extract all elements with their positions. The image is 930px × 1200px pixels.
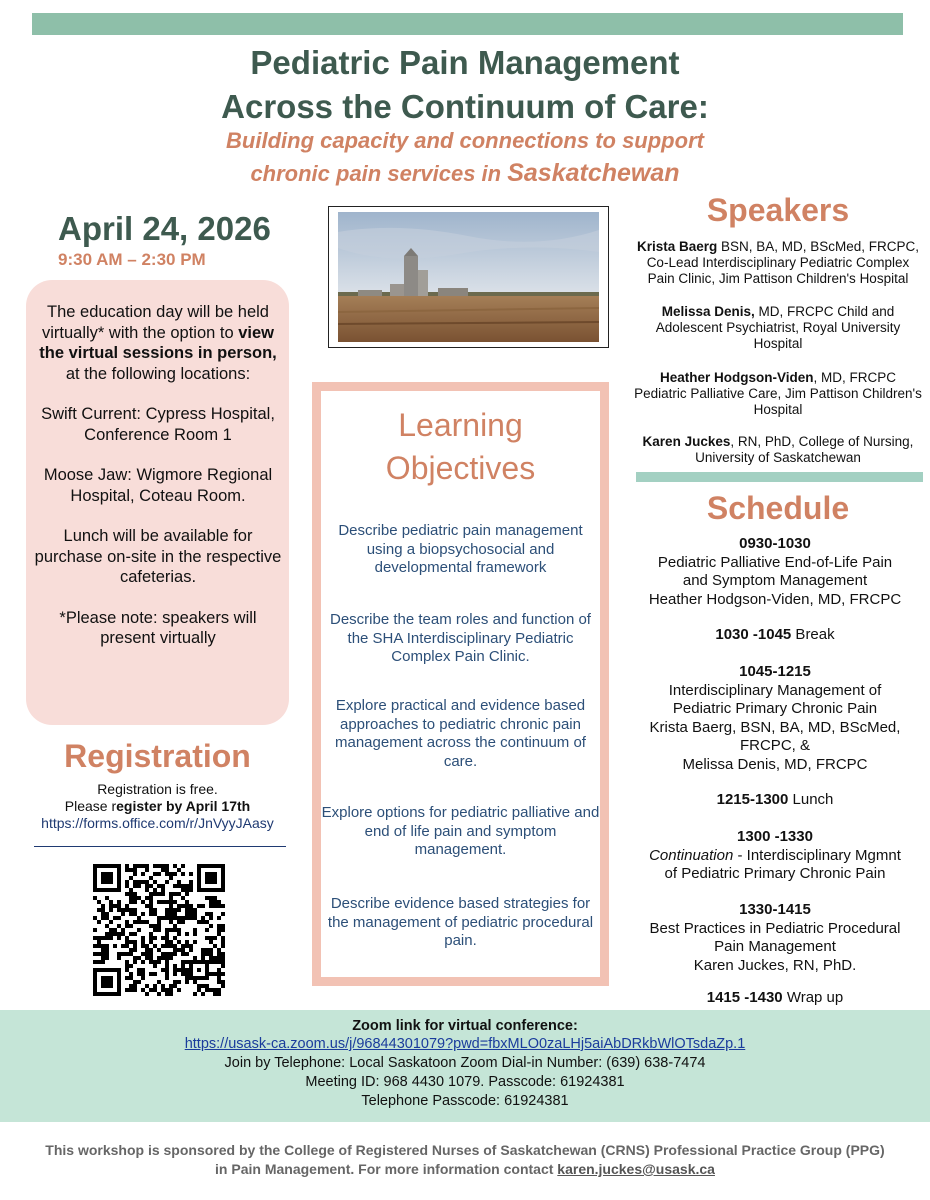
speaker-krista-baerg: Krista Baerg BSN, BA, MD, BScMed, FRCPC, Co-Lead Interdisciplinary Pediatric Complex Pain Clinic, Jim Pattison Children's Hospital xyxy=(636,239,920,287)
schedule-block-2: 1030 -1045 Break xyxy=(715,626,835,643)
objective-item: Describe evidence based strategies for the management of pediatric procedural pain. xyxy=(327,895,594,949)
speaker-melissa-denis: Melissa Denis, MD, FRCPC Child and Adolescent Psychiatrist, Royal University Hospital xyxy=(655,304,901,352)
top-color-bar xyxy=(32,13,903,35)
registration-heading: Registration xyxy=(64,738,251,774)
event-date: April 24, 2026 xyxy=(58,210,271,247)
zoom-heading: Zoom link for virtual conference: xyxy=(352,1018,578,1034)
objective-item: Explore practical and evidence based approaches to pediatric chronic pain management across the continuum of care. xyxy=(335,697,586,770)
prairie-image xyxy=(338,212,599,342)
zoom-phone: Join by Telephone: Local Saskatoon Zoom Dial-in Number: (639) 638-7474 xyxy=(224,1055,706,1071)
schedule-heading: Schedule xyxy=(706,490,850,526)
schedule-block-3: 1045-1215 Interdisciplinary Management of Pediatric Primary Chronic Pain Krista Baerg, BSN, BA, MD, BScMed, FRCPC, & Melissa Denis, MD, FRCPC xyxy=(649,663,901,773)
objective-item: Describe pediatric pain management using a biopsychosocial and developmental framework xyxy=(338,522,583,576)
location-moose-jaw: Moose Jaw: Wigmore Regional Hospital, Coteau Room. xyxy=(43,466,273,505)
info-intro: The education day will be held virtually* with the option to view the virtual sessions in person, at the following locations: xyxy=(39,303,277,383)
registration-deadline: Please register by April 17th xyxy=(64,798,251,814)
divider xyxy=(34,846,286,847)
registration-free: Registration is free. xyxy=(97,781,218,797)
title-line-2: Across the Continuum of Care: xyxy=(221,88,709,125)
info-text xyxy=(34,302,282,669)
qr-code[interactable] xyxy=(93,864,225,996)
contact-email-link[interactable]: karen.juckes@usask.ca xyxy=(557,1161,715,1177)
zoom-meeting-id: Meeting ID: 968 4430 1079. Passcode: 61924381 xyxy=(305,1074,625,1090)
event-time: 9:30 AM – 2:30 PM xyxy=(58,250,206,269)
speakers-virtual-note: *Please note: speakers will present virtually xyxy=(59,608,257,647)
speakers-divider xyxy=(636,472,923,482)
schedule-block-7: 1415 -1430 Wrap up xyxy=(706,989,844,1006)
sponsor-footer: This workshop is sponsored by the College of Registered Nurses of Saskatchewan (CRNS) Professional Practice Group (PPG) in Pain Management. For more information contact karen.juckes@usask.ca xyxy=(45,1142,885,1177)
lunch-note: Lunch will be available for purchase on-site in the respective cafeterias. xyxy=(34,527,282,586)
title-line-1: Pediatric Pain Management xyxy=(250,44,680,81)
objective-item: Explore options for pediatric palliative and end of life pain and symptom management. xyxy=(321,804,600,858)
zoom-telephone-passcode: Telephone Passcode: 61924381 xyxy=(361,1093,569,1109)
schedule-block-5: 1300 -1330 Continuation - Interdisciplinary Mgmnt of Pediatric Primary Chronic Pain xyxy=(649,828,901,882)
subtitle-text: chronic pain services in xyxy=(250,161,508,186)
speaker-heather-hodgson-viden: Heather Hodgson-Viden, MD, FRCPC Pediatric Palliative Care, Jim Pattison Children's Hospital xyxy=(634,370,922,418)
schedule-block-1: 0930-1030 Pediatric Palliative End-of-Life Pain and Symptom Management Heather Hodgson-Viden, MD, FRCPC xyxy=(648,535,902,608)
subtitle-line-1: Building capacity and connections to support xyxy=(226,128,704,153)
speakers-heading: Speakers xyxy=(706,192,850,228)
grain-elevator-photo xyxy=(328,206,609,348)
registration-link[interactable]: https://forms.office.com/r/JnVyyJAasy xyxy=(41,815,274,831)
schedule-block-4: 1215-1300 Lunch xyxy=(716,791,834,808)
speaker-karen-juckes: Karen Juckes, RN, PhD, College of Nursing, University of Saskatchewan xyxy=(642,434,914,466)
schedule-block-6: 1330-1415 Best Practices in Pediatric Procedural Pain Management Karen Juckes, RN, PhD. xyxy=(649,901,901,974)
registration-text xyxy=(26,781,289,832)
location-swift-current: Swift Current: Cypress Hospital, Conference Room 1 xyxy=(41,405,275,444)
objective-item: Describe the team roles and function of the SHA Interdisciplinary Pediatric Complex Pain Clinic. xyxy=(330,611,591,665)
subtitle-province: Saskatchewan xyxy=(507,159,680,187)
zoom-link[interactable]: https://usask-ca.zoom.us/j/96844301079?pwd=fbxMLO0zaLHj5aiAbDRkbWlOTsdaZp.1 xyxy=(184,1036,746,1052)
learning-objectives-heading: Learning Objectives xyxy=(385,407,536,486)
subtitle-line-2 xyxy=(0,159,930,188)
qr-code-icon xyxy=(93,864,225,996)
